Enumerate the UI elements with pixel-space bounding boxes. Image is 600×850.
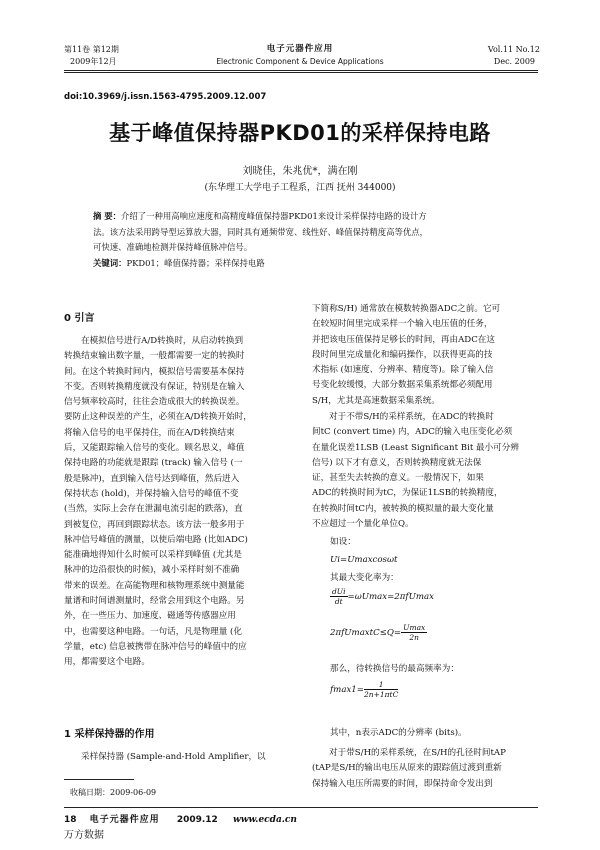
section-1-heading: 1 采样保持器的作用 (64, 729, 155, 740)
footer (64, 812, 297, 825)
text-line: 转换结束输出数字量，一般都需要一定的转换时 (64, 351, 245, 362)
journal-title-en: Electronic Component & Device Applications (216, 57, 384, 66)
abstract-line: 可快速、准确地检测并保持峰值脉冲信号。 (93, 242, 253, 252)
header-rule-2 (64, 72, 538, 73)
text-line: 将输入信号的电平保持住，而在A/D转换结束 (64, 427, 235, 438)
text-line: 并把该电压值保持足够长的时间，再由ADC在这 (312, 334, 495, 345)
text-line: 脉冲的边沿很快的时候)，减小采样时刻不准确 (64, 565, 240, 576)
keywords-label: 关键词： (93, 257, 127, 268)
text-line: (当然，实际上会存在泄漏电流引起的跌落)，直 (64, 504, 243, 515)
page-number: 18 (64, 815, 77, 825)
equation-2: $\frac{\text{dUi}}{dt}$ =ωUmax=2πfUmax (332, 587, 434, 606)
text-line: 后，又能跟踪输入信号的变化。顾名思义，峰值 (64, 443, 245, 454)
text-line: 下简称S/H) 通常放在模数转换器ADC之前。它可 (312, 304, 501, 314)
text-line: 术指标 (如速度、分辨率、精度等)。除了输入信 (312, 365, 494, 376)
text-line: 在模拟信号进行A/D转换时，从启动转换到 (81, 336, 244, 346)
text-line: 号变化较缓慢，大部分数据采集系统都必须配用 (312, 380, 493, 391)
text-line: 要防止这种误差的产生，必须在A/D转换开始时， (64, 412, 252, 423)
text-line: 保持电路的功能就是跟踪 (track) 输入信号 (一 (64, 458, 243, 469)
footer-issue: 2009.12 (176, 815, 218, 825)
text-line: 对于不带S/H的采样系统，在ADC的转换时 (329, 412, 494, 422)
text-line: 外，在一些压力、加速度、磁通等传感器应用 (64, 611, 236, 622)
journal-title-cn: 电子元器件应用 (266, 44, 334, 54)
footer-journal: 电子元器件应用 (89, 815, 160, 825)
text-line: 能准确地得知什么时候可以采样到峰值 (尤其是 (64, 550, 242, 561)
abstract (93, 209, 533, 271)
abstract-line: 法。该方法采用跨导型运算放大器，同时具有通频带宽、线性好、峰值保持精度高等优点， (93, 226, 428, 237)
text-line: 般是脉冲)，直到输入信号达到峰值，然后进入 (64, 473, 240, 484)
text-line: 保持状态 (hold)，并保持输入信号的峰值不变 (64, 488, 239, 499)
text-line: S/H，尤其是高速数据采集系统。 (312, 395, 440, 406)
header-date-cn: 2009年12月 (70, 57, 117, 66)
text-line: 信号频率较高时，往往会造成很大的转换误差。 (64, 397, 245, 408)
footer-rule (64, 807, 538, 808)
text-line: 在转换时间tC内，被转换的模拟量的最大变化量 (312, 503, 494, 514)
text-line: 间。在这个转换时间内，模拟信号需要基本保持 (64, 366, 245, 377)
equation-4-fraction: $\frac{1}{\text{2n+1πtC}}$ (363, 680, 399, 699)
equation-3-fraction: $\frac{Umax}{2n}$ (403, 623, 426, 642)
right-paragraph-3 (312, 746, 540, 792)
resolution-note: 其中，n表示ADC的分辨率 (bits)。 (330, 728, 467, 738)
footnote-rule (64, 779, 134, 780)
text-line: 不应超过一个量化单位Q。 (312, 519, 414, 530)
text-line: (tAP是S/H的输出电压从原来的跟踪值过渡到重新 (312, 763, 502, 774)
text-line: 带来的误差。在高能物理和核物理系统中测量能 (64, 580, 245, 591)
text-line: 量谱和时间谱测量时，经常会用到这个电路。另 (64, 596, 245, 607)
max-frequency-label: 那么，待转换信号的最高频率为： (330, 664, 459, 674)
text-line: 在较短时间里完成采样一个输入电压值的任务， (312, 319, 493, 330)
section-intro-heading: 0 引言 (64, 313, 95, 324)
equation-2-fraction: $\frac{\text{dUi}}{dt}$ (332, 587, 346, 606)
section-1-paragraph: 采样保持器 (Sample-and-Hold Amplifier，以 (81, 752, 266, 762)
header-volume: 第11卷 第12期 (64, 45, 119, 54)
paper-title: 基于峰值保持器PKD01的采样保持电路 (109, 121, 491, 145)
text-line: 中，也需要这种电路。一句话，凡是物理量 (化 (64, 626, 242, 637)
max-change-label: 其最大变化率为： (330, 573, 399, 583)
header-rule (64, 70, 538, 71)
text-line: 段时间里完成量化和编码操作，以获得更高的技 (312, 349, 493, 360)
watermark: 万方数据 (64, 830, 104, 841)
text-line: 对于带S/H的采样系统，在S/H的孔径时间tAP (329, 748, 506, 758)
received-date: 收稿日期：2009-06-09 (70, 788, 157, 797)
text-line: 证，甚至失去转换的意义。一般情况下，如果 (312, 473, 484, 484)
text-line: 在量化误差1LSB (Least Significant Bit 最小可分辨 (312, 442, 519, 453)
text-line: 间tC (convert time) 内，ADC的输入电压变化必须 (312, 427, 513, 438)
text-line: 学量，etc) 信息被携带在脉冲信号的峰值中的应 (64, 641, 247, 652)
text-line: 用，都需要这个电路。 (64, 657, 150, 668)
text-line: 保持输入电压所需要的时间，即保持命令发出到 (312, 778, 493, 789)
header-volume-en: Vol.11 No.12 (487, 45, 540, 54)
right-paragraph-1 (312, 302, 540, 409)
doi: doi:10.3969/j.issn.1563-4795.2009.12.007 (64, 92, 267, 102)
text-line: 脉冲信号峰值的测量，以使后端电路 (比如ADC) (64, 534, 248, 545)
equation-4: fmax1= $\frac{1}{\text{2n+1πtC}}$ (330, 680, 399, 699)
text-line: 到被复位，再回到跟踪状态。该方法一般多用于 (64, 519, 245, 530)
equation-1: Ui=Umaxcosωt (330, 555, 398, 565)
authors: 刘晓佳，朱兆优*，满在刚 (242, 166, 358, 177)
text-line: ADC的转换时间为tC，为保证1LSB的转换精度， (312, 488, 503, 499)
keywords-text: PKD01；峰值保持器；采样保持电路 (126, 257, 265, 268)
footer-url: www.ecda.cn (232, 815, 297, 825)
header-date-en: Dec. 2009 (493, 57, 535, 66)
affiliation: (东华理工大学电子工程系，江西 抚州 344000) (204, 183, 396, 193)
example-label: 如设： (330, 537, 356, 547)
text-line: 不变。否则转换精度就没有保证，特别是在输入 (64, 381, 245, 392)
right-paragraph-2 (312, 410, 540, 532)
equation-3: 2πfUmaxtC≤Q= $\frac{Umax}{2n}$ (330, 623, 426, 642)
intro-paragraph (64, 334, 298, 671)
abstract-label: 摘 要： (93, 211, 122, 221)
text-line: 信号) 以下才有意义，否则转换精度就无法保 (312, 457, 482, 468)
abstract-line: 介绍了一种用高响应速度和高精度峰值保持器PKD01来设计采样保持电路的设计方 (121, 211, 427, 221)
